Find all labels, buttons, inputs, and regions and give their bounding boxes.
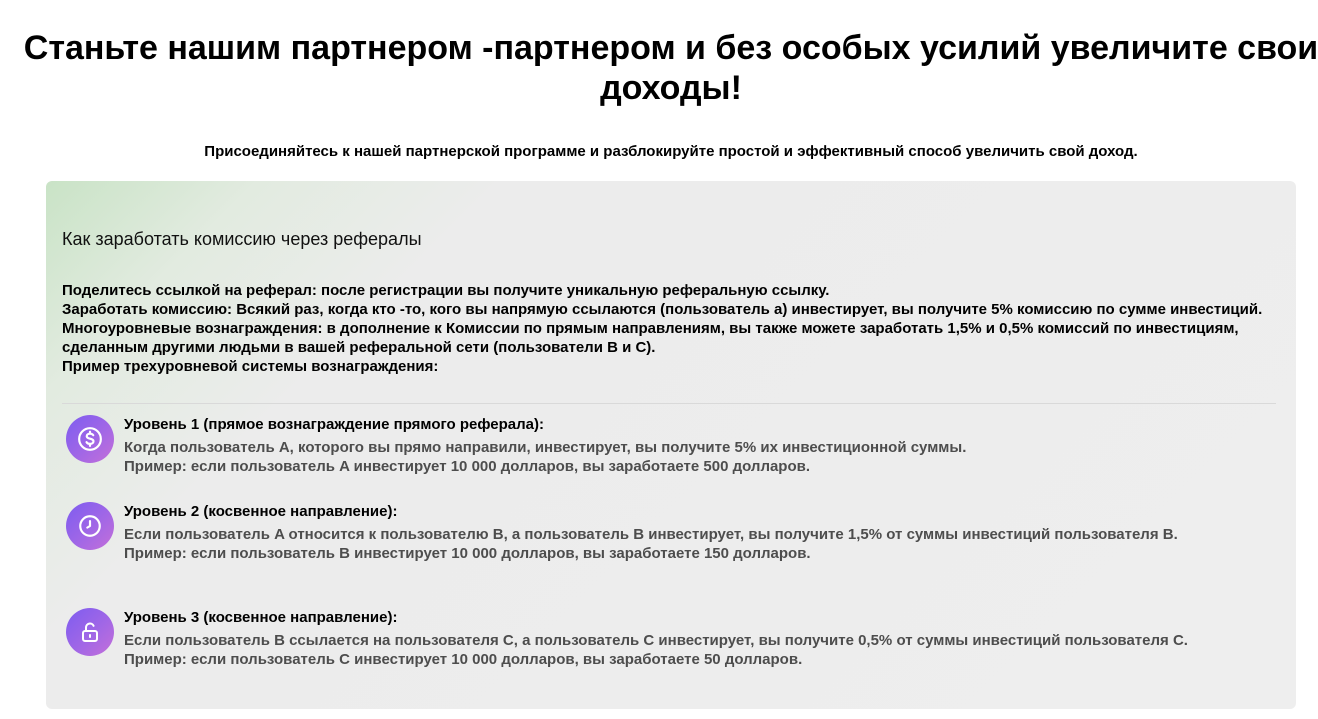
clock-icon (66, 502, 114, 550)
level-3-rule: Если пользователь B ссылается на пользователя C, а пользователь C инвестирует, вы получите 0,5% от суммы инвестиций пользователя C. (124, 632, 1188, 649)
level-2-heading: Уровень 2 (косвенное направление): (124, 503, 398, 520)
page-title: Станьте нашим партнером -партнером и без особых усилий увеличите свои доходы! (23, 29, 1318, 107)
level-1-text (124, 415, 1284, 476)
level-3-text (124, 608, 1284, 669)
level-2-description (124, 525, 1284, 563)
referral-info-card (46, 181, 1296, 709)
level-2-rule: Если пользователь A относится к пользователю B, а пользователь B инвестирует, вы получите 1,5% от суммы инвестиций пользователя B. (124, 526, 1178, 543)
referral-intro (62, 281, 1282, 376)
level-3-example: Пример: если пользователь C инвестирует 10 000 долларов, вы заработаете 50 долларов. (124, 651, 803, 668)
level-1-rule: Когда пользователь A, которого вы прямо направили, инвестирует, вы получите 5% их инвестиционной суммы. (124, 439, 967, 456)
dollar-coin-icon (66, 415, 114, 463)
intro-line-multilevel: Многоуровневые вознаграждения: в дополнение к Комиссии по прямым направлениям, вы также можете заработать 1,5% и 0,5% комиссий по инвестициям, сделанным другими людьми в вашей реферальной сети (пользователи B и C). (62, 320, 1239, 356)
unlock-icon (66, 608, 114, 656)
level-1-example: Пример: если пользователь A инвестирует 10 000 долларов, вы заработаете 500 долларов. (124, 458, 811, 475)
level-3-heading: Уровень 3 (косвенное направление): (124, 609, 398, 626)
level-1-heading: Уровень 1 (прямое вознаграждение прямого реферала): (124, 416, 544, 433)
divider (62, 403, 1276, 404)
intro-line-share: Поделитесь ссылкой на реферал: после регистрации вы получите уникальную реферальную ссылку. (62, 282, 830, 299)
level-2-text (124, 502, 1284, 563)
intro-line-example: Пример трехуровневой системы вознаграждения: (62, 358, 439, 375)
level-1-description (124, 438, 1284, 476)
card-title: Как заработать комиссию через рефералы (62, 229, 422, 249)
intro-line-commission: Заработать комиссию: Всякий раз, когда кто -то, кого вы напрямую ссылаются (пользователь а) инвестирует, вы получите 5% комиссию по сумме инвестиций. (62, 301, 1263, 318)
level-2-example: Пример: если пользователь B инвестирует 10 000 долларов, вы заработаете 150 долларов. (124, 545, 811, 562)
page-subtitle: Присоединяйтесь к нашей партнерской программе и разблокируйте простой и эффективный способ увеличить свой доход. (204, 143, 1138, 160)
level-3-description (124, 631, 1284, 669)
